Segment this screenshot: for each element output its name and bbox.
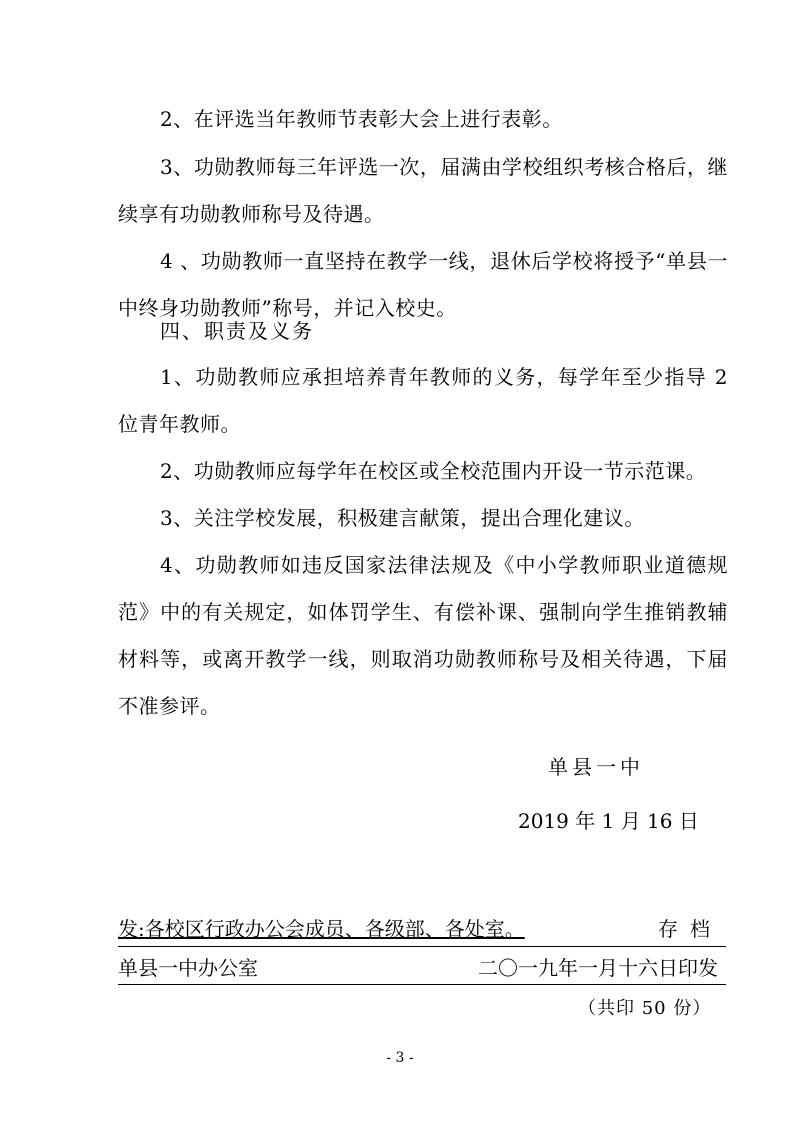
duty-item-4: 4、功勋教师如违反国家法律法规及《中小学教师职业道德规范》中的有关规定，如体罚学生、有偿补课、强制向学生推销教辅材料等，或离开教学一线，则取消功勋教师称号及相关待遇，下届不准参评。 [118,553,728,718]
issuing-office: 单县一中办公室 [118,956,258,980]
page-number: - 3 - [386,1050,414,1066]
signature-org: 单县一中 [548,755,644,779]
office-line [118,954,726,985]
paragraph-award-ceremony: 2、在评选当年教师节表彰大会上进行表彰。 [160,107,563,131]
distribution-label: 发: [118,917,145,941]
section-heading: 四、职责及义务 [160,319,314,343]
distribution-recipients: 各校区行政办公会成员、各级部、各处室。 [144,917,525,941]
copies-count: （共印 50 份） [578,998,712,1019]
archive-note: 存档 [658,917,722,941]
duty-item-3: 3、关注学校发展，积极建言献策，提出合理化建议。 [160,506,645,530]
distribution-line [118,914,726,947]
duty-item-1: 1、功勋教师应承担培养青年教师的义务，每学年至少指导 2 位青年教师。 [118,365,728,436]
print-date: 二〇一九年一月十六日印发 [478,956,718,980]
paragraph-evaluation-cycle: 3、功勋教师每三年评选一次，届满由学校组织考核合格后，继续享有功勋教师称号及待遇。 [118,155,728,226]
duty-item-2: 2、功勋教师应每学年在校区或全校范围内开设一节示范课。 [160,459,707,483]
signature-date: 2019 年 1 月 16 日 [518,809,699,833]
paragraph-lifetime-title: 4 、功勋教师一直坚持在教学一线，退休后学校将授予“单县一中终身功勋教师”称号，并记入校史。 [118,249,728,320]
